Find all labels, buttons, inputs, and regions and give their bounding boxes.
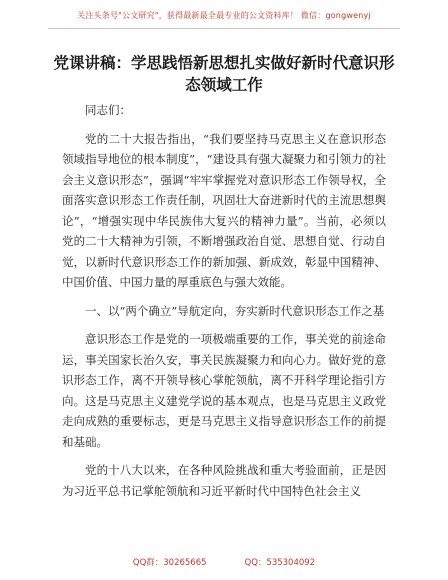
- document-body: [62, 100, 386, 509]
- paragraph-section-1: 意识形态工作是党的一项极端重要的工作，事关党的前途命运，事关国家长治久安，事关民族凝聚力和向心力。做好党的意识形态工作，离不开领导核心掌舵领航，离不开科学理论指引方向。这是马克思主义建党学说的基本观点，也是马克思主义政党走向成熟的重要标志，更是马克思主义指导意识形态工作的前提和基础。: [62, 332, 386, 449]
- footer-contact: [0, 556, 448, 568]
- footer-qq-number: QQ：535304092: [244, 558, 316, 568]
- document-title: 党课讲稿：学思践悟新思想扎实做好新时代意识形态领域工作: [53, 54, 395, 94]
- promo-banner: 关注头条号"公文研究"，获得最新最全最专业的公文资料库！ 微信：gongwenyj: [77, 11, 371, 20]
- section-heading-1: 一、以“两个确立”导航定向，夯实新时代意识形态工作之基: [85, 303, 385, 318]
- footer-qq-group: QQ群：30265665: [132, 558, 207, 568]
- paragraph-intro: 党的二十大报告指出，“我们要坚持马克思主义在意识形态领域指导地位的根本制度”，“建设具有强大凝聚力和引领力的社会主义意识形态”，强调“牢牢掌握党对意识形态工作领导权，全面落实意识形态工作责任制，巩固壮大奋进新时代的主流思想舆论”，“增强实现中华民族伟大复兴的精神力量”。当前，必须以党的二十大精神为引领，不断增强政治自觉、思想自觉、行动自觉，以新时代意识形态工作的新加强、新成效，彰显中国精神、中国价值、中国力量的厚重底色与强大效能。: [62, 131, 386, 289]
- salutation: 同志们：: [85, 103, 131, 117]
- paragraph-section-1-continued: 党的十八大以来，在各种风险挑战和重大考验面前，正是因为习近平总书记掌舵领航和习近平新时代中国特色社会主义: [62, 463, 386, 498]
- header-divider: [48, 28, 400, 29]
